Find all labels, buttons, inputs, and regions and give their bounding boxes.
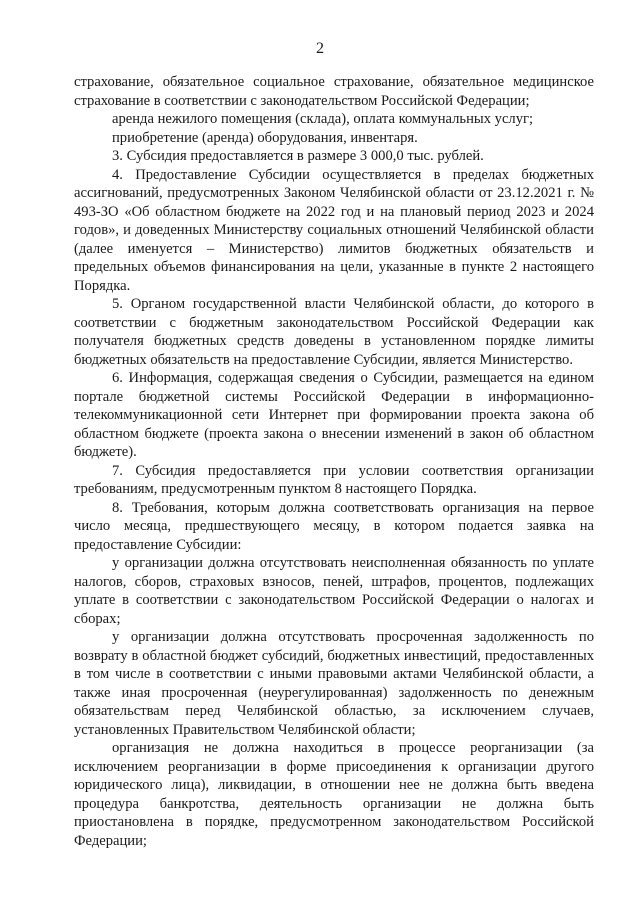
paragraph-clause-4: 4. Предоставление Субсидии осуществляется в пределах бюджетных ассигнований, предусмотренных Законом Челябинской области от 23.12.2021 г. № 493-ЗО «Об областном бюджете на 2022 год и на плановый период 2023 и 2024 годов», и доведенных Министерству социальных отношений Челябинской области (далее именуется – Министерство) лимитов бюджетных обязательств и предельных объемов финансирования на цели, указанные в пункте 2 настоящего Порядка. [74, 166, 594, 294]
page-number: 2 [316, 40, 324, 57]
paragraph-clause-7: 7. Субсидия предоставляется при условии соответствия организации требованиям, предусмотренным пунктом 8 настоящего Порядка. [74, 462, 594, 497]
paragraph-clause-5: 5. Органом государственной власти Челябинской области, до которого в соответствии с бюджетным законодательством Российской Федерации как получателя бюджетных средств доведены в установленном порядке лимиты бюджетных обязательств на предоставление Субсидии, является Министерство. [74, 296, 594, 368]
paragraph-requirement-taxes: у организации должна отсутствовать неисполненная обязанность по уплате налогов, сборов, страховых взносов, пеней, штрафов, процентов, подлежащих уплате в соответствии с законодательством Российской Федерации о налогах и сборах; [74, 555, 594, 627]
paragraph-equipment: приобретение (аренда) оборудования, инвентаря. [112, 129, 418, 146]
paragraph-clause-6: 6. Информация, содержащая сведения о Субсидии, размещается на едином портале бюджетной системы Российской Федерации в информационно-телекоммуникационной сети Интернет при формировании проекта закона об областном бюджете (проекта закона о внесении изменений в закон об областном бюджете). [74, 370, 594, 460]
paragraph-requirement-reorganization: организация не должна находиться в процессе реорганизации (за исключением реорганизации в форме присоединения к организации другого юридического лица), ликвидации, в отношении нее не должна быть введена процедура банкротства, деятельность организации не должна быть приостановлена в порядке, предусмотренном законодательством Российской Федерации; [74, 740, 594, 849]
paragraph-requirement-debt: у организации должна отсутствовать просроченная задолженность по возврату в областной бюджет субсидий, бюджетных инвестиций, предоставленных в том числе в соответствии с иными правовыми актами Челябинской области, а также иная просроченная (неурегулированная) задолженность по денежным обязательствам перед Челябинской областью, за исключением случаев, установленных Правительством Челябинской области; [74, 629, 594, 738]
document-body [74, 73, 594, 850]
paragraph-clause-3: 3. Субсидия предоставляется в размере 3 000,0 тыс. рублей. [112, 148, 484, 164]
paragraph-continuation: страхование, обязательное социальное страхование, обязательное медицинское страхование в соответствии с законодательством Российской Федерации; [74, 74, 594, 109]
paragraph-lease: аренда нежилого помещения (склада), оплата коммунальных услуг; [112, 111, 534, 127]
paragraph-clause-8: 8. Требования, которым должна соответствовать организация на первое число месяца, предшествующего месяцу, в котором подается заявка на предоставление Субсидии: [74, 499, 594, 553]
